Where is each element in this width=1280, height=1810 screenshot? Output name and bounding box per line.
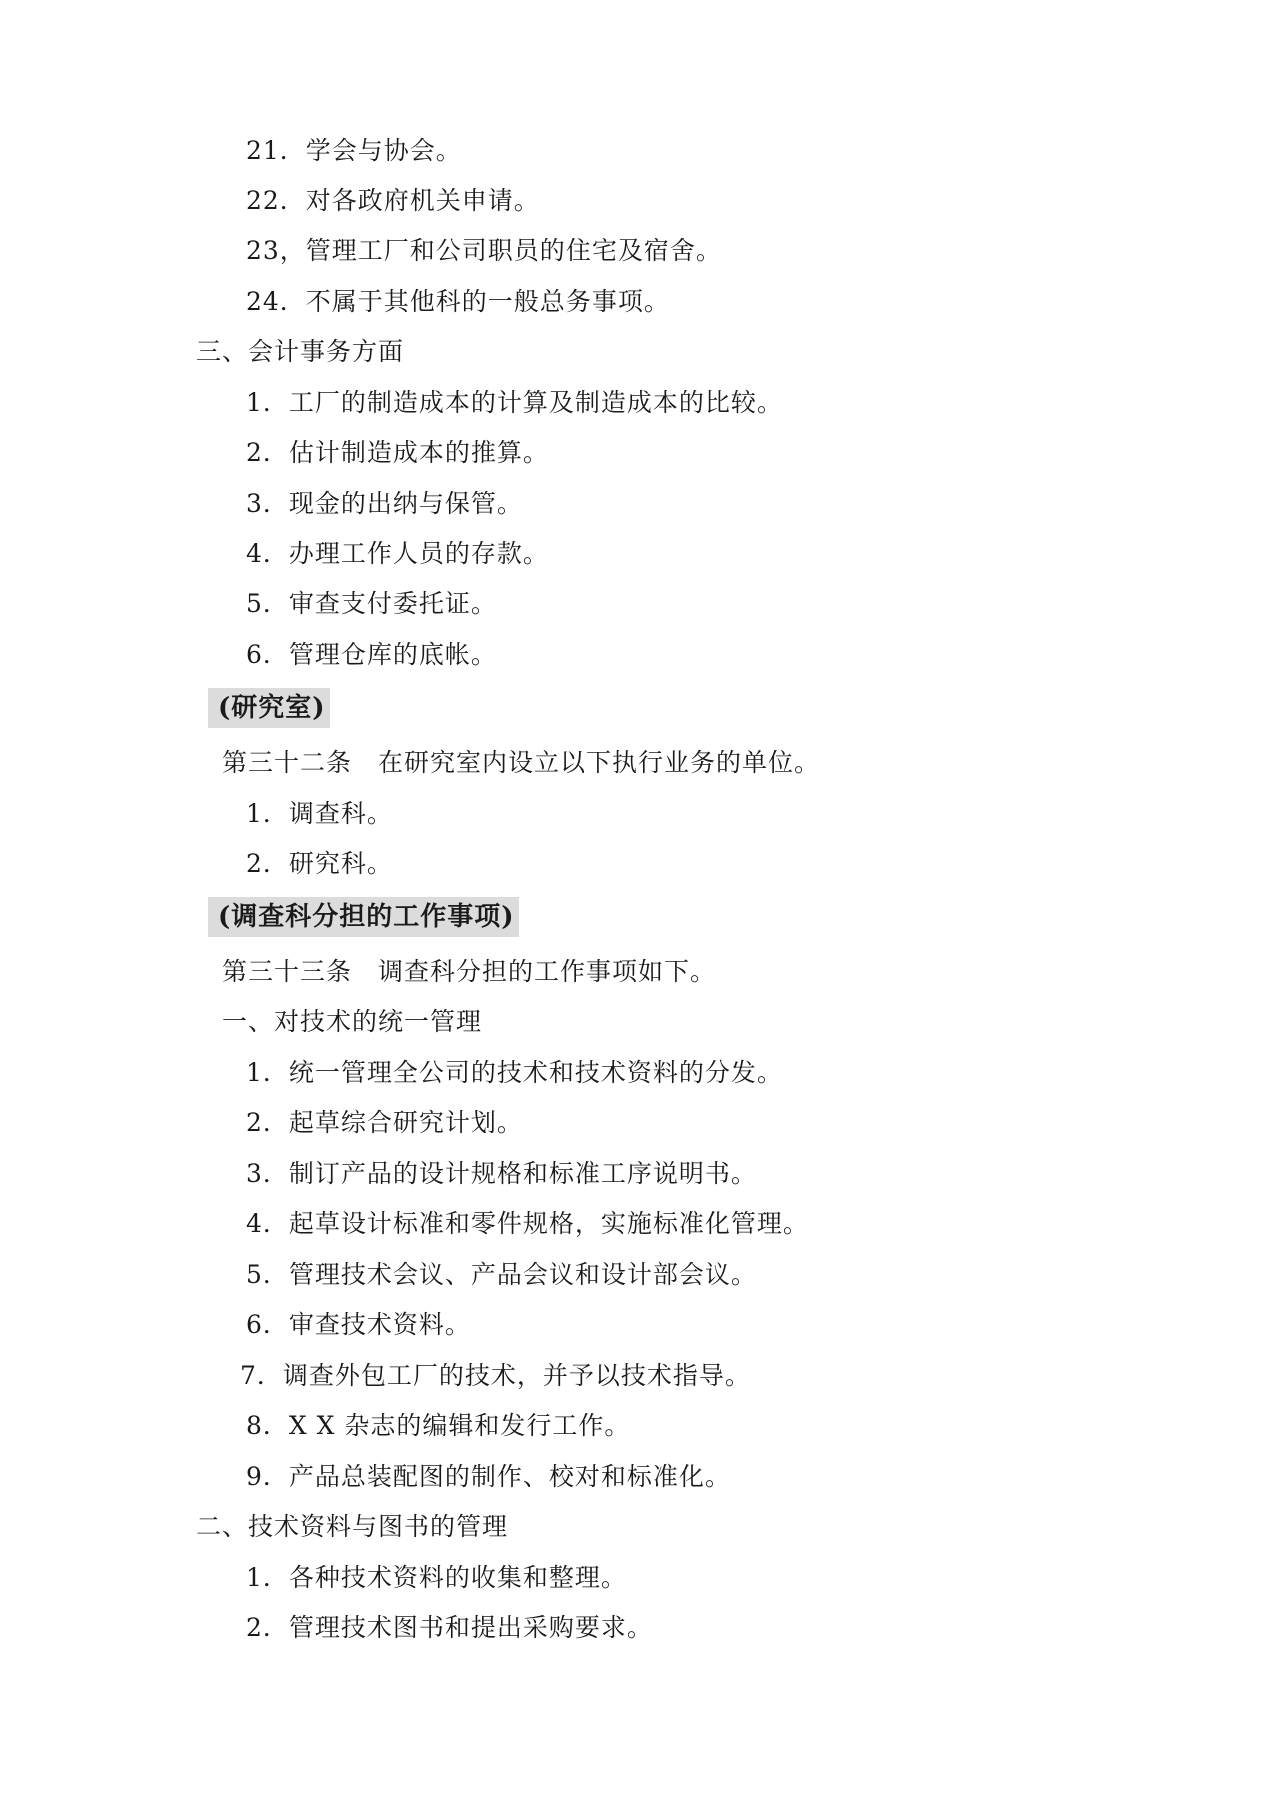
list-item: 23，管理工厂和公司职员的住宅及宿舍。	[246, 236, 722, 265]
list-item: 2．管理技术图书和提出采购要求。	[246, 1613, 653, 1642]
list-item: 4．办理工作人员的存款。	[246, 539, 549, 568]
list-item: 2．估计制造成本的推算。	[246, 438, 549, 467]
list-item: 6．管理仓库的底帐。	[246, 640, 497, 669]
section-title-accounting: 三、会计事务方面	[196, 337, 405, 366]
list-item: 1．调查科。	[246, 799, 393, 828]
list-item: 6．审查技术资料。	[246, 1310, 471, 1339]
heading-survey: (调查科分担的工作事项)	[208, 897, 519, 937]
list-item: 1．统一管理全公司的技术和技术资料的分发。	[246, 1058, 783, 1087]
article-32-text: 第三十二条 在研究室内设立以下执行业务的单位。	[222, 748, 821, 777]
list-item: 3．现金的出纳与保管。	[246, 489, 523, 518]
article-33-text: 第三十三条 调查科分担的工作事项如下。	[222, 957, 717, 986]
section-title-library: 二、技术资料与图书的管理	[196, 1512, 509, 1541]
list-item: 5．审查支付委托证。	[246, 589, 497, 618]
list-item: 9．产品总装配图的制作、校对和标准化。	[246, 1462, 731, 1491]
list-item: 5．管理技术会议、产品会议和设计部会议。	[246, 1260, 757, 1289]
list-item: 7．调查外包工厂的技术，并予以技术指导。	[240, 1361, 751, 1390]
list-item: 24．不属于其他科的一般总务事项。	[246, 287, 670, 316]
list-item: 22．对各政府机关申请。	[246, 186, 540, 215]
list-item: 21．学会与协会。	[246, 136, 462, 165]
heading-research: (研究室)	[208, 688, 330, 728]
list-item: 1．工厂的制造成本的计算及制造成本的比较。	[246, 388, 783, 417]
list-item: 2．起草综合研究计划。	[246, 1108, 523, 1137]
list-item: 8．X X 杂志的编辑和发行工作。	[246, 1411, 631, 1440]
section-title-tech: 一、对技术的统一管理	[222, 1007, 483, 1036]
list-item: 4．起草设计标准和零件规格，实施标准化管理。	[246, 1209, 809, 1238]
list-item: 3．制订产品的设计规格和标准工序说明书。	[246, 1159, 757, 1188]
list-item: 1．各种技术资料的收集和整理。	[246, 1563, 627, 1592]
list-item: 2．研究科。	[246, 849, 393, 878]
